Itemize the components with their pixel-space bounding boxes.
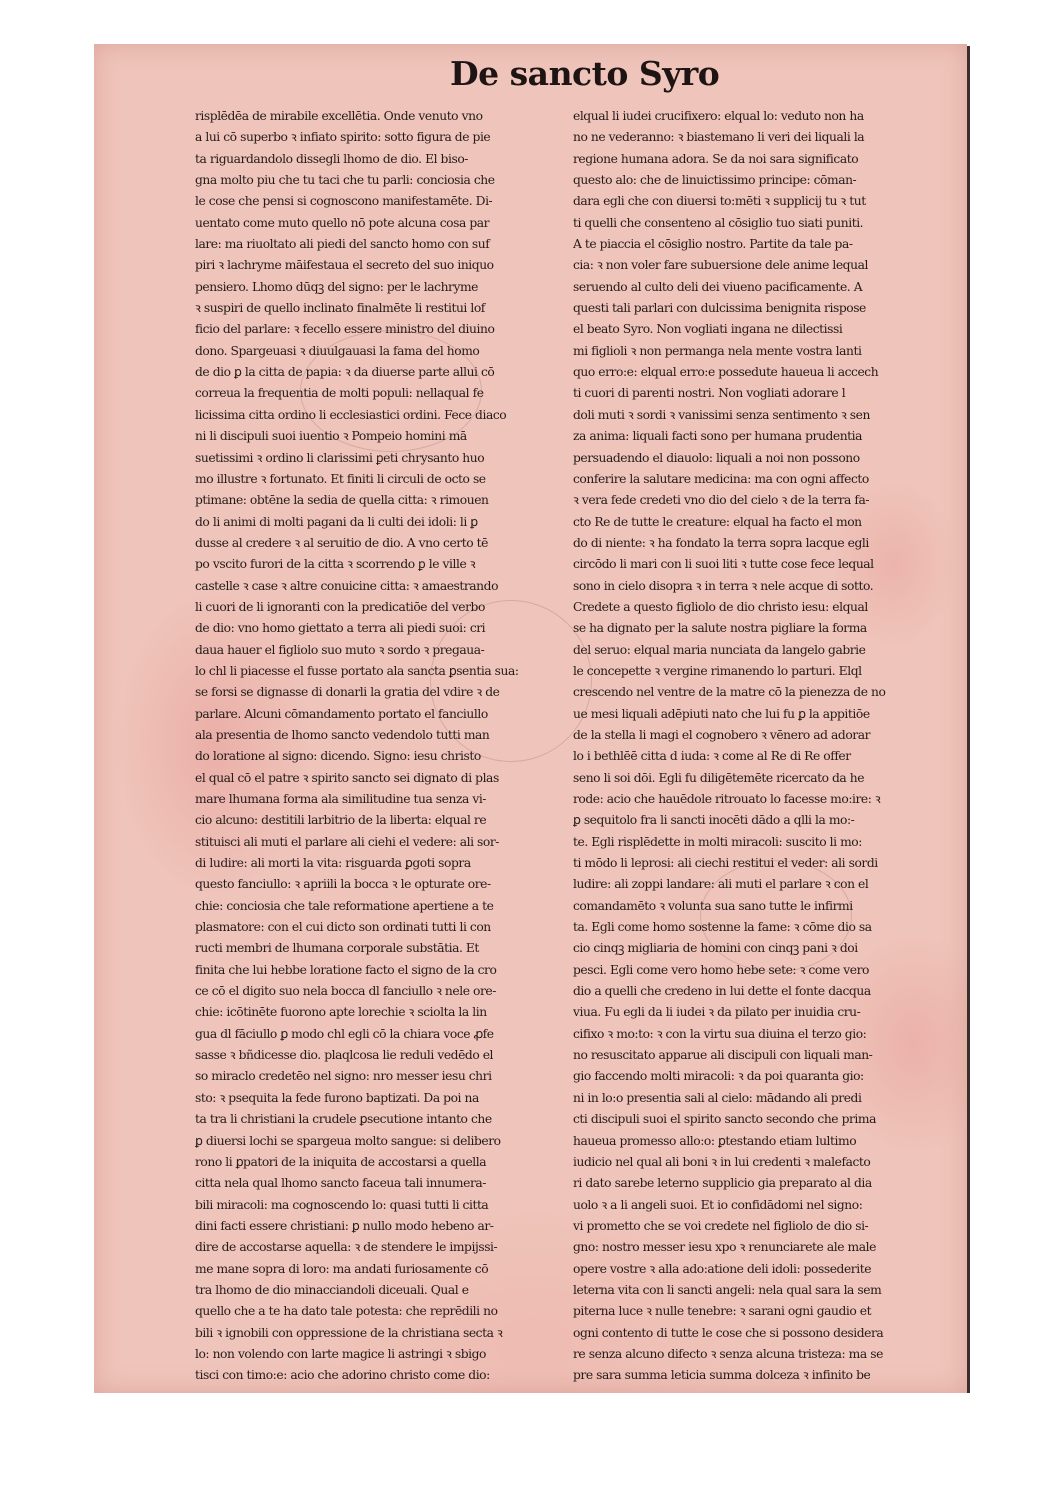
text-line: chie: icōtinēte fuorono apte lorechie ꝛ sciolta la lin	[195, 1005, 487, 1020]
text-line: ue mesi liquali adēpiuti nato che lui fu ꝑ la appitiōe	[573, 706, 870, 721]
text-line: cifixo ꝛ mo:to: ꝛ con la virtu sua diuina el terzo gio:	[573, 1026, 867, 1041]
text-line: lo chl li piacesse el fusse portato ala sancta ꝑsentia sua:	[195, 663, 519, 678]
text-line: castelle ꝛ case ꝛ altre conuicine citta: ꝛ amaestrando	[195, 578, 499, 593]
text-line: questi tali parlari con dulcissima benignita rispose	[573, 301, 866, 316]
text-line: gio faccendo molti miracoli: ꝛ da poi quaranta gio:	[573, 1069, 864, 1084]
left-text-column	[195, 106, 565, 1387]
text-line: ri dato sarebe leterno supplicio gia preparato al dia	[573, 1176, 872, 1191]
text-line: chie: conciosia che tale reformatione apertiene a te	[195, 898, 494, 913]
text-line: do loratione al signo: dicendo. Signo: iesu christo	[195, 749, 481, 764]
text-line: ti mōdo li leprosi: ali ciechi restitui el veder: ali sordi	[573, 856, 878, 871]
text-line: ficio del parlare: ꝛ fecello essere ministro del diuino	[195, 322, 495, 337]
text-line: dini facti essere christiani: ꝑ nullo modo hebeno ar-	[195, 1218, 494, 1233]
text-line: cia: ꝛ non voler fare subuersione dele anime lequal	[573, 258, 868, 273]
text-line: mo illustre ꝛ fortunato. Et finiti li circuli de octo se	[195, 471, 486, 486]
text-line: za anima: liquali facti sono per humana prudentia	[573, 429, 863, 444]
text-line: no ne vederanno: ꝛ biastemano li veri dei liquali la	[573, 130, 865, 145]
text-line: piri ꝛ lachryme māifestaua el secreto del suo iniquo	[195, 258, 494, 273]
text-line: correua la frequentia de molti populi: nellaqual fe	[195, 386, 484, 401]
text-line: uentato come muto quello nō pote alcuna cosa par	[195, 215, 490, 230]
text-line: ogni contento di tutte le cose che si possono desidera	[573, 1325, 884, 1340]
text-line: dono. Spargeuasi ꝛ diuulgauasi la fama del homo	[195, 343, 480, 358]
text-line: cio cinqꝫ migliaria de homini con cinqꝫ pani ꝛ doi	[573, 941, 858, 956]
text-line: ta riguardandolo dissegli lhomo de dio. El biso-	[195, 151, 468, 166]
text-line: seruendo al culto deli dei viueno pacificamente. A	[573, 279, 863, 294]
text-line: cti discipuli suoi el spirito sancto secondo che prima	[573, 1112, 876, 1127]
text-line: piterna luce ꝛ nulle tenebre: ꝛ sarani ogni gaudio et	[573, 1304, 872, 1319]
text-line: re senza alcuno difecto ꝛ senza alcuna tristeza: ma se	[573, 1346, 883, 1361]
text-line: comandamēto ꝛ volunta sua sano tutte le infirmi	[573, 898, 853, 913]
text-line: crescendo nel ventre de la matre cō la pienezza de no	[573, 685, 886, 700]
text-line: uolo ꝛ a li angeli suoi. Et io confidādomi nel signo:	[573, 1197, 863, 1212]
text-line: ala presentia de lhomo sancto vedendolo tutti man	[195, 727, 490, 742]
text-line: so miraclo credetēo nel signo: nro messer iesu chri	[195, 1069, 492, 1084]
text-line: dara egli che con diuersi to:mēti ꝛ supplicij tu ꝛ tut	[573, 194, 866, 209]
text-line: lo: non volendo con larte magice li astringi ꝛ sbigo	[195, 1346, 486, 1361]
text-line: de dio ꝑ la citta de papia: ꝛ da diuerse parte allui cō	[195, 365, 495, 380]
text-line: rono li ꝑpatori de la iniquita de accostarsi a quella	[195, 1154, 487, 1169]
text-line: el beato Syro. Non vogliati ingana ne dilectissi	[573, 322, 843, 337]
text-line: viua. Fu egli da li iudei ꝛ da pilato per inuidia cru-	[573, 1005, 861, 1020]
text-line: gua dl fāciullo ꝑ modo chl egli cō la chiara voce ꝓfe	[195, 1026, 494, 1041]
text-line: sto: ꝛ psequita la fede furono baptizati. Da poi na	[195, 1090, 479, 1105]
text-line: po vscito furori de la citta ꝛ scorrendo ꝑ le ville ꝛ	[195, 557, 476, 572]
text-line: el qual cō el patre ꝛ spirito sancto sei dignato di plas	[195, 770, 499, 785]
text-line: suetissimi ꝛ ordino li clarissimi ꝑeti chrysanto huo	[195, 450, 485, 465]
text-line: risplēdēa de mirabile excellētia. Onde venuto vno	[195, 109, 483, 123]
text-line: ta. Egli come homo sostenne la fame: ꝛ cōme dio sa	[573, 920, 872, 935]
text-line: de la stella li magi el cognobero ꝛ vēnero ad adorar	[573, 727, 871, 742]
text-line: di ludire: ali morti la vita: risguarda ꝑgoti sopra	[195, 856, 471, 871]
text-line: me mane sopra di loro: ma andati furiosamente cō	[195, 1261, 489, 1276]
text-line: citta nela qual lhomo sancto faceua tali innumera-	[195, 1176, 486, 1191]
text-line: ptimane: obtēne la sedia de quella citta: ꝛ rimouen	[195, 493, 489, 508]
text-line: bili ꝛ ignobili con oppressione de la christiana secta ꝛ	[195, 1325, 503, 1340]
text-line: ꝛ vera fede credeti vno dio del cielo ꝛ de la terra fa-	[573, 493, 870, 508]
text-line: ꝛ suspiri de quello inclinato finalmēte li restitui lof	[195, 301, 485, 316]
text-line: dio a quelli che credeno in lui dette el fonte dacqua	[573, 984, 871, 999]
text-line: leterna vita con li sancti angeli: nela qual sara la sem	[573, 1282, 882, 1297]
text-line: haueua promesso allo:o: ꝑtestando etiam lultimo	[573, 1133, 857, 1148]
text-line: ni li discipuli suoi iuentio ꝛ Pompeio homini mā	[195, 429, 467, 444]
text-line: ta tra li christiani la crudele ꝑsecutione intanto che	[195, 1112, 492, 1127]
page-heading: De sancto Syro	[450, 54, 720, 93]
text-line: dire de accostarse aquella: ꝛ de stendere le impijssi-	[195, 1240, 498, 1255]
text-line: daua hauer el figliolo suo muto ꝛ sordo ꝛ pregaua-	[195, 642, 485, 657]
text-line: pensiero. Lhomo dūqꝫ del signo: per le lachryme	[195, 279, 479, 294]
text-line: quello che a te ha dato tale potesta: che reprēdili no	[195, 1304, 498, 1319]
text-line: cio alcuno: destitili larbitrio de la liberta: elqual re	[195, 813, 487, 828]
text-line: de dio: vno homo giettato a terra ali piedi suoi: cri	[195, 621, 486, 636]
text-line: ti cuori di parenti nostri. Non vogliati adorare l	[573, 386, 846, 401]
text-line: quo erro:e: elqual erro:e possedute haueua li accech	[573, 365, 879, 380]
text-line: pre sara summa leticia summa dolceza ꝛ infinito be	[573, 1368, 871, 1383]
right-text-column	[573, 106, 945, 1387]
text-line: do di niente: ꝛ ha fondato la terra sopra lacque egli	[573, 535, 869, 550]
text-line: questo fanciullo: ꝛ apriili la bocca ꝛ le opturate ore-	[195, 877, 491, 892]
text-line: doli muti ꝛ sordi ꝛ vanissimi senza sentimento ꝛ sen	[573, 407, 870, 422]
text-line: no resuscitato apparue ali discipuli con liquali man-	[573, 1048, 873, 1063]
text-line: gna molto piu che tu taci che tu parli: conciosia che	[195, 173, 495, 188]
text-line: finita che lui hebbe loratione facto el signo de la cro	[195, 962, 497, 977]
text-line: tisci con timo:e: acio che adorino christo come dio:	[195, 1368, 490, 1383]
text-line: conferire la salutare medicina: ma con ogni affecto	[573, 471, 869, 486]
text-line: dusse al credere ꝛ al seruitio de dio. A vno certo tē	[195, 535, 488, 550]
text-line: licissima citta ordino li ecclesiastici ordini. Fece diaco	[195, 407, 507, 422]
text-line: ludire: ali zoppi landare: ali muti el parlare ꝛ con el	[573, 877, 869, 892]
text-line: Credete a questo figliolo de dio christo iesu: elqual	[573, 599, 868, 614]
text-line: se ha dignato per la salute nostra pigliare la forma	[573, 621, 867, 636]
text-line: seno li soi dōi. Egli fu diligētemēte ricercato da he	[573, 770, 865, 785]
text-line: opere vostre ꝛ alla ado:atione deli idoli: possederite	[573, 1261, 872, 1276]
text-line: iudicio nel qual ali boni ꝛ in lui credenti ꝛ malefacto	[573, 1154, 871, 1169]
text-line: stituisci ali muti el parlare ali ciehi el vedere: ali sor-	[195, 834, 499, 849]
text-line: parlare. Alcuni cōmandamento portato el fanciullo	[195, 706, 488, 721]
text-line: tra lhomo de dio minacciandoli diceuali. Qual e	[195, 1282, 469, 1297]
text-line: plasmatore: con el cui dicto son ordinati tutti li con	[195, 920, 491, 935]
text-line: pesci. Egli come vero homo hebe sete: ꝛ come vero	[573, 962, 870, 977]
text-line: ti quelli che consenteno al cōsiglio tuo siati puniti.	[573, 215, 864, 230]
text-line: ce cō el digito suo nela bocca dl fanciullo ꝛ nele ore-	[195, 984, 496, 999]
text-line: li cuori de li ignoranti con la predicatiōe del verbo	[195, 599, 485, 614]
text-line: sono in cielo disopra ꝛ in terra ꝛ nele acque di sotto.	[573, 578, 874, 593]
text-line: persuadendo el diauolo: liquali a noi non possono	[573, 450, 860, 465]
text-line: lare: ma riuoltato ali piedi del sancto homo con suf	[195, 237, 490, 252]
text-line: rode: acio che hauēdole ritrouato lo facesse mo:ire: ꝛ	[573, 792, 881, 806]
text-line: questo alo: che de linuictissimo principe: cōman-	[573, 173, 857, 188]
text-line: gno: nostro messer iesu xpo ꝛ renunciarete ale male	[573, 1240, 876, 1255]
text-line: le concepette ꝛ vergine rimanendo lo parturi. Elql	[573, 663, 862, 678]
text-line: cto Re de tutte le creature: elqual ha facto el mon	[573, 514, 862, 529]
text-line: regione humana adora. Se da noi sara significato	[573, 151, 859, 166]
text-line: te. Egli risplēdette in molti miracoli: suscito li mo:	[573, 834, 862, 849]
text-line: circōdo li mari con li suoi liti ꝛ tutte cose fece lequal	[573, 557, 874, 572]
text-line: ꝑ diuersi lochi se spargeua molto sangue: si delibero	[195, 1133, 501, 1148]
text-line: ni in lo:o presentia sali al cielo: mādando ali predi	[573, 1090, 862, 1105]
text-line: mi figlioli ꝛ non permanga nela mente vostra lanti	[573, 343, 862, 358]
text-line: se forsi se dignasse di donarli la gratia del vdire ꝛ de	[195, 685, 500, 700]
text-line: lo i bethlēē citta d iuda: ꝛ come al Re di Re offer	[573, 749, 851, 764]
text-line: del seruo: elqual maria nunciata da langelo gabrie	[573, 642, 866, 657]
text-line: sasse ꝛ bñdicesse dio. plaqlcosa lie reduli vedēdo el	[195, 1048, 494, 1063]
text-line: a lui cō superbo ꝛ infiato spirito: sotto figura de pie	[195, 130, 491, 145]
text-line: vi prometto che se voi credete nel figliolo de dio si-	[573, 1218, 869, 1233]
text-line: do li animi di molti pagani da li culti dei idoli: li ꝑ	[195, 514, 478, 529]
text-line: ꝑ sequitolo fra li sancti inocēti dādo a qlli la mo:-	[573, 813, 855, 828]
text-line: A te piaccia el cōsiglio nostro. Partite da tale pa-	[573, 237, 853, 252]
text-line: le cose che pensi si cognoscono manifestamēte. Di-	[195, 194, 493, 209]
text-line: ructi membri de lhumana corporale substātia. Et	[195, 941, 479, 956]
text-line: elqual li iudei crucifixero: elqual lo: veduto non ha	[573, 109, 864, 123]
text-line: mare lhumana forma ala similitudine tua senza vi-	[195, 792, 487, 806]
text-line: bili miracoli: ma cognoscendo lo: quasi tutti li citta	[195, 1197, 489, 1212]
